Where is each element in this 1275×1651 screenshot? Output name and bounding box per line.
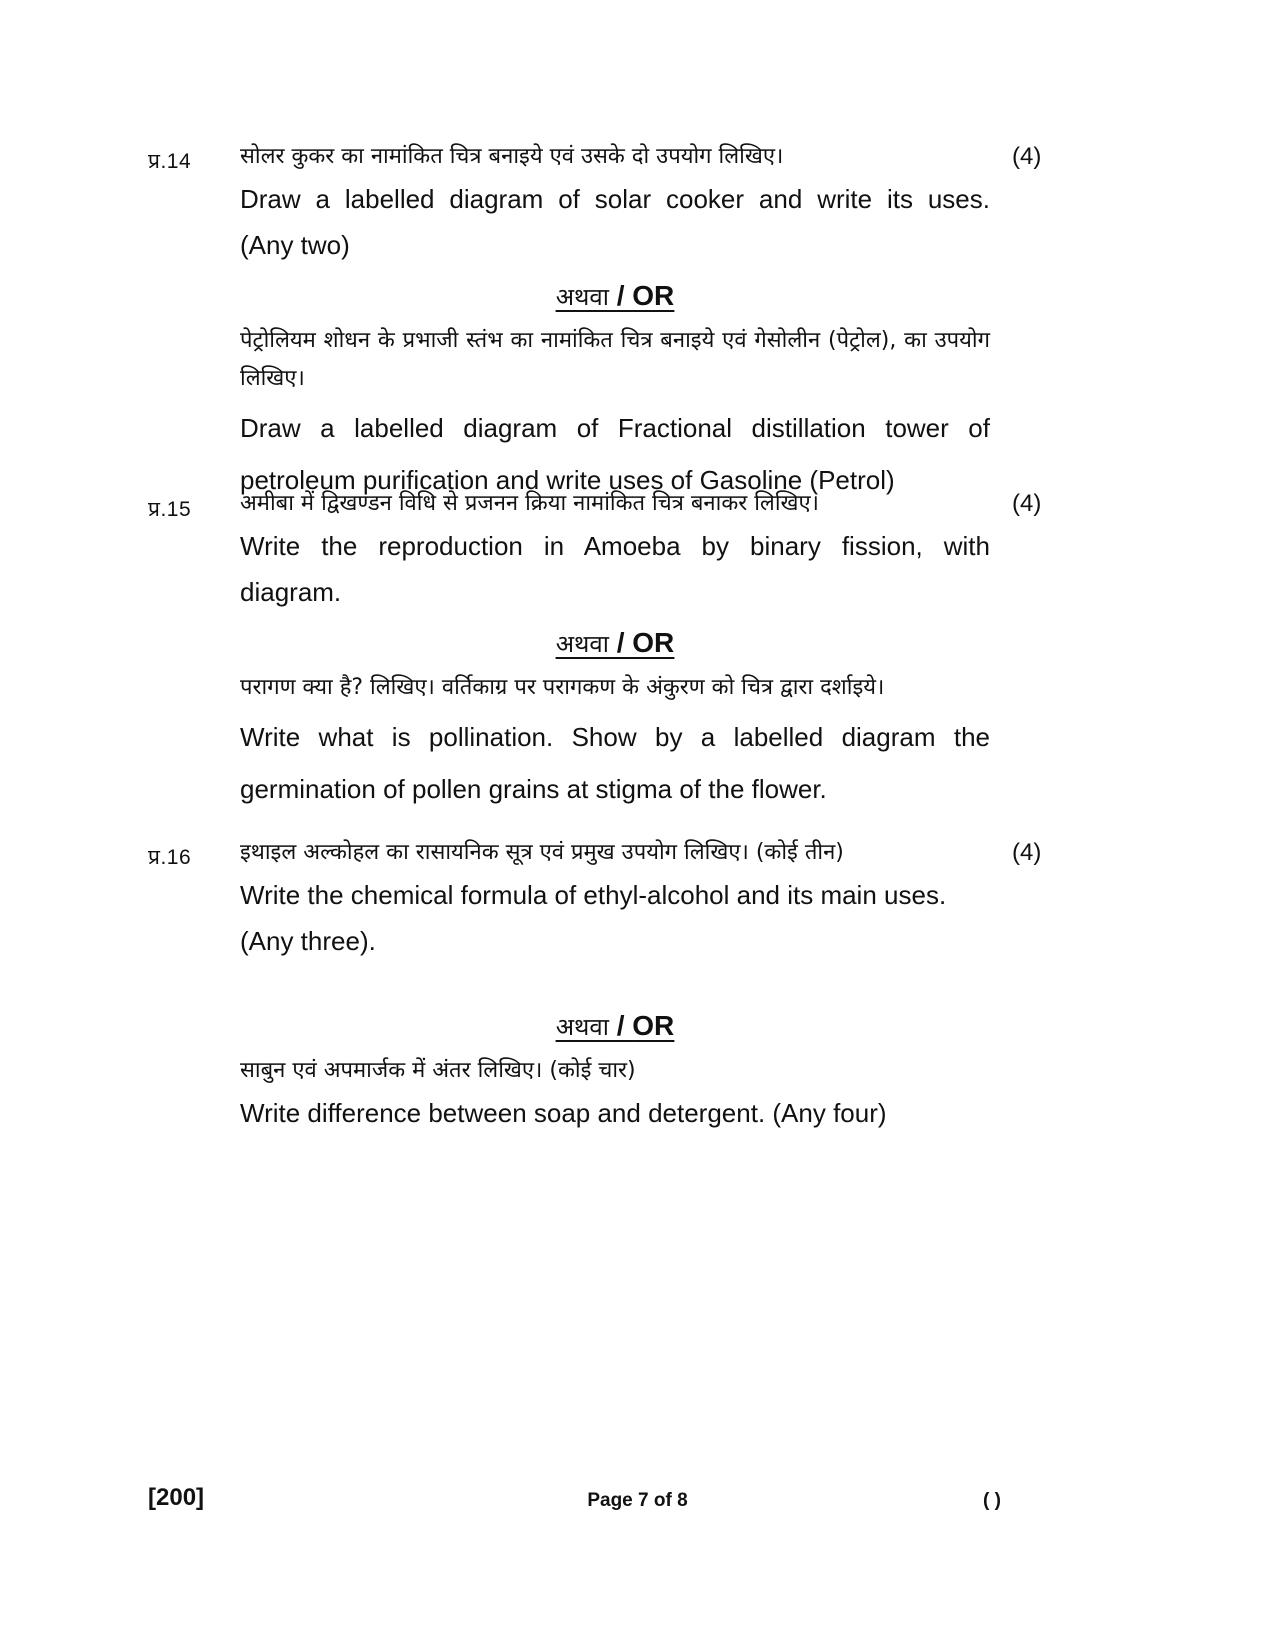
or-english-15: OR (632, 627, 675, 658)
question-number-16: प्र.16 (148, 846, 192, 869)
question-15-alt-english-line2: germination of pollen grains at stigma of the flower. (240, 774, 827, 804)
or-hindi-15: अथवा (555, 630, 609, 658)
or-english-14: OR (632, 280, 675, 311)
question-14-english-line2: (Any two) (240, 230, 350, 260)
question-15-body (240, 485, 990, 615)
or-separator-16: अथवा / OR (555, 1010, 675, 1041)
question-16-alternative (240, 1052, 990, 1136)
question-15-english-line1: Write the reproduction in Amoeba by binary fission, with (240, 531, 990, 561)
question-16-alt-english-line1: Write difference between soap and detergent. (Any four) (240, 1098, 887, 1128)
question-marks-16: (4) (1012, 839, 1042, 866)
or-hindi-14: अथवा (555, 283, 609, 311)
question-marks-15: (4) (1012, 490, 1042, 517)
question-15-english-line2: diagram. (240, 577, 342, 607)
question-14-alt-english-line2: petroleum purification and write uses of Gasoline (Petrol) (240, 465, 895, 495)
question-16-alt-hindi: साबुन एवं अपमार्जक में अंतर लिखिए। (कोई चार) (240, 1058, 636, 1083)
question-number-15: प्र.15 (148, 498, 192, 521)
or-separator-15: अथवा / OR (555, 627, 675, 658)
question-14-english-line1: Draw a labelled diagram of solar cooker and write its uses. (240, 184, 990, 214)
paper-code: [200] (148, 1484, 205, 1511)
or-english-16: OR (632, 1010, 675, 1041)
question-15-hindi: अमीबा में द्विखण्डन विधि से प्रजनन क्रिया नामांकित चित्र बनाकर लिखिए। (240, 491, 820, 516)
question-number-14: प्र.14 (148, 150, 192, 173)
question-15-alternative (240, 669, 990, 815)
question-14-body (240, 138, 990, 268)
or-separator-14: अथवा / OR (555, 280, 675, 311)
footer-blank-brackets: ( ) (983, 1490, 1001, 1511)
question-16-hindi: इथाइल अल्कोहल का रासायनिक सूत्र एवं प्रमुख उपयोग लिखिए। (कोई तीन) (240, 840, 844, 865)
question-16-english-line1: Write the chemical formula of ethyl-alcohol and its main uses. (240, 880, 947, 910)
question-16-english-line2: (Any three). (240, 926, 376, 956)
question-15-alt-hindi: परागण क्या है? लिखिए। वर्तिकाग्र पर परागकण के अंकुरण को चित्र द्वारा दर्शाइये। (240, 675, 885, 700)
or-hindi-16: अथवा (555, 1013, 609, 1041)
question-14-hindi: सोलर कुकर का नामांकित चित्र बनाइये एवं उसके दो उपयोग लिखिए। (240, 144, 784, 169)
page-number: Page 7 of 8 (587, 1490, 688, 1511)
question-14-alt-hindi: पेट्रोलियम शोधन के प्रभाजी स्तंभ का नामांकित चित्र बनाइये एवं गेसोलीन (पेट्रोल), का उपयोग लिखिए। (240, 328, 990, 391)
question-16-body (240, 834, 990, 964)
question-15-alt-english-line1: Write what is pollination. Show by a labelled diagram the (240, 722, 990, 752)
question-14-alternative (240, 322, 990, 506)
question-marks-14: (4) (1012, 143, 1042, 170)
question-14-alt-english-line1: Draw a labelled diagram of Fractional distillation tower of (240, 413, 990, 443)
